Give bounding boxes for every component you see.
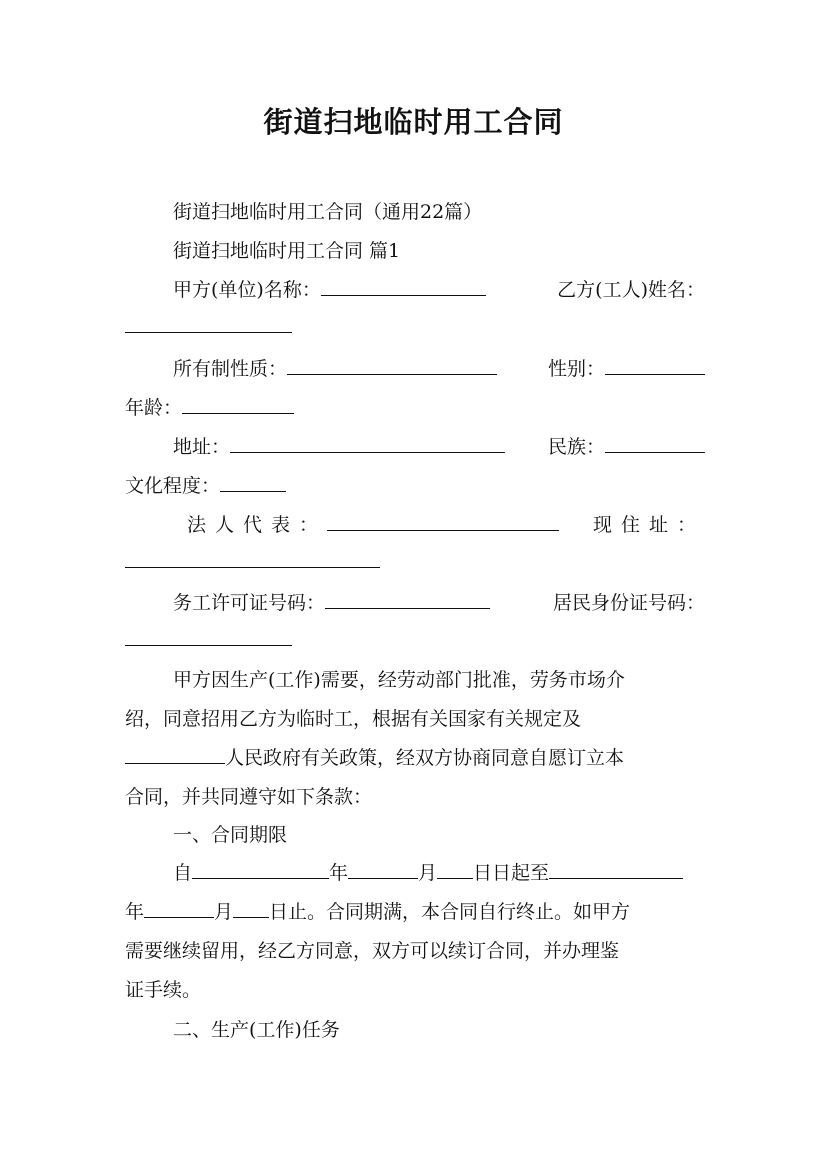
form-row-ids [173,588,705,615]
form-row-education [125,471,705,498]
form-row-address [173,432,705,459]
section-heading: 二、生产(工作)任务 [173,1019,340,1041]
paragraph-line: 合同，并共同遵守如下条款： [125,786,373,808]
form-row-ids-cont [125,627,705,651]
legal-rep-field [187,510,559,537]
term-month: 月 [418,862,438,884]
government-blank [125,745,225,764]
section-heading: 一、合同期限 [173,824,288,846]
ownership-label: 所有制性质： [173,358,288,380]
education-field [125,471,286,498]
age-blank [182,395,294,414]
party-a-label: 甲方(单位)名称： [173,279,321,301]
party-b-label: 乙方(工人)姓名： [557,279,705,301]
ethnicity-field [548,432,705,459]
legal-rep-blank [327,512,559,531]
gender-label: 性别： [547,358,605,380]
form-row-names-cont [125,314,705,338]
gender-blank [605,356,705,375]
work-permit-blank [325,590,490,609]
start-day-blank [437,860,473,879]
start-year-blank [192,860,329,879]
party-b-blank [125,314,292,333]
current-address-blank [125,549,380,568]
term-line [125,897,705,924]
end-day-blank [233,899,269,918]
party-a-blank [321,277,486,296]
ethnicity-label: 民族： [547,436,605,458]
paragraph-line: 甲方因生产(工作)需要，经劳动部门批准，劳务市场介 [173,669,625,691]
age-label: 年龄： [125,397,183,419]
term-year: 年 [329,862,349,884]
paragraph-line [125,743,705,770]
paragraph-line: 绍，同意招用乙方为临时工，根据有关国家有关规定及 [125,708,582,730]
address-field [173,432,505,459]
article-heading: 街道扫地临时用工合同 篇1 [173,240,401,262]
term-line [173,858,705,885]
document-title: 街道扫地临时用工合同 [263,105,564,139]
paragraph-text: 人民政府有关政策，经双方协商同意自愿订立本 [225,747,625,769]
id-number-label: 居民身份证号码： [552,592,705,614]
form-row-names [173,275,705,302]
subtitle: 街道扫地临时用工合同（通用22篇） [173,201,483,223]
end-month-blank [144,899,214,918]
end-year-blank [549,860,683,879]
term-from: 自 [173,862,193,884]
work-permit-field [173,588,490,615]
id-number-blank [125,627,292,646]
term-month: 月 [214,901,234,923]
term-day-start: 日日起至 [473,862,550,884]
address-blank [230,434,505,453]
ownership-field [173,354,497,381]
paragraph-line: 证手续。 [125,979,202,1001]
term-day-end: 日止。合同期满，本合同自行终止。如甲方 [269,901,631,923]
term-year: 年 [125,901,145,923]
start-month-blank [348,860,418,879]
education-blank [220,473,286,492]
form-row-ownership [173,354,705,381]
address-label: 地址： [173,436,231,458]
work-permit-label: 务工许可证号码： [173,592,326,614]
form-row-legal-rep [187,510,705,537]
gender-field [548,354,705,381]
legal-rep-label: 法人代表： [187,514,328,536]
age-field [125,393,294,420]
party-a-field [173,275,486,302]
ownership-blank [287,356,497,375]
form-row-age [125,393,705,420]
current-address-label: 现住址： [592,514,705,536]
education-label: 文化程度： [125,475,221,497]
ethnicity-blank [605,434,705,453]
paragraph-line: 需要继续留用，经乙方同意，双方可以续订合同，并办理鉴 [125,940,620,962]
form-row-legal-rep-cont [125,549,705,573]
